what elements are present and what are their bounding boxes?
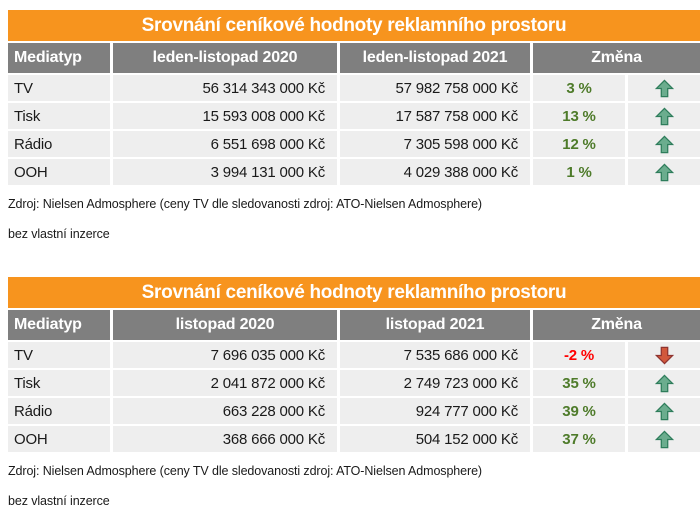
cell-mediatype: OOH [8, 159, 110, 185]
cell-value-2021: 57 982 758 000 Kč [340, 75, 530, 101]
trend-up-icon [628, 159, 700, 185]
column-header-mediatype: Mediatyp [8, 310, 110, 340]
cell-change-percent: 3 % [533, 75, 625, 101]
cell-mediatype: Rádio [8, 398, 110, 424]
column-header-period-2020: leden-listopad 2020 [113, 43, 337, 73]
cell-value-2021: 17 587 758 000 Kč [340, 103, 530, 129]
cell-value-2020: 368 666 000 Kč [113, 426, 337, 452]
cell-value-2021: 7 305 598 000 Kč [340, 131, 530, 157]
cell-change-percent: 12 % [533, 131, 625, 157]
cell-value-2020: 3 994 131 000 Kč [113, 159, 337, 185]
cell-change-percent: 13 % [533, 103, 625, 129]
column-header-period-2021: listopad 2021 [340, 310, 530, 340]
table-yearly-comparison [8, 10, 700, 241]
cell-mediatype: TV [8, 342, 110, 368]
cell-mediatype: Tisk [8, 370, 110, 396]
column-header-mediatype: Mediatyp [8, 43, 110, 73]
trend-up-icon [628, 131, 700, 157]
column-header-period-2020: listopad 2020 [113, 310, 337, 340]
trend-up-icon [628, 426, 700, 452]
source-note: Zdroj: Nielsen Admosphere (ceny TV dle sledovanosti zdroj: ATO-Nielsen Admosphere) [8, 464, 482, 478]
trend-down-icon [628, 342, 700, 368]
cell-value-2020: 2 041 872 000 Kč [113, 370, 337, 396]
cell-value-2021: 504 152 000 Kč [340, 426, 530, 452]
cell-value-2020: 15 593 008 000 Kč [113, 103, 337, 129]
cell-mediatype: OOH [8, 426, 110, 452]
cell-mediatype: TV [8, 75, 110, 101]
cell-change-percent: 1 % [533, 159, 625, 185]
cell-value-2021: 2 749 723 000 Kč [340, 370, 530, 396]
trend-up-icon [628, 75, 700, 101]
trend-up-icon [628, 398, 700, 424]
column-header-change: Změna [533, 43, 700, 73]
column-header-period-2021: leden-listopad 2021 [340, 43, 530, 73]
disclaimer-note: bez vlastní inzerce [8, 494, 110, 508]
trend-up-icon [628, 370, 700, 396]
table-monthly-comparison [8, 277, 700, 508]
table-title: Srovnání ceníkové hodnoty reklamního prostoru [8, 10, 700, 41]
table-title: Srovnání ceníkové hodnoty reklamního prostoru [8, 277, 700, 308]
cell-value-2020: 663 228 000 Kč [113, 398, 337, 424]
table-monthly-grid [8, 277, 700, 452]
cell-change-percent: -2 % [533, 342, 625, 368]
cell-change-percent: 35 % [533, 370, 625, 396]
cell-value-2020: 56 314 343 000 Kč [113, 75, 337, 101]
cell-mediatype: Tisk [8, 103, 110, 129]
cell-value-2020: 7 696 035 000 Kč [113, 342, 337, 368]
trend-up-icon [628, 103, 700, 129]
cell-value-2020: 6 551 698 000 Kč [113, 131, 337, 157]
disclaimer-note: bez vlastní inzerce [8, 227, 110, 241]
cell-change-percent: 37 % [533, 426, 625, 452]
cell-value-2021: 924 777 000 Kč [340, 398, 530, 424]
cell-value-2021: 7 535 686 000 Kč [340, 342, 530, 368]
table-yearly-grid [8, 10, 700, 185]
source-note: Zdroj: Nielsen Admosphere (ceny TV dle sledovanosti zdroj: ATO-Nielsen Admosphere) [8, 197, 482, 211]
cell-value-2021: 4 029 388 000 Kč [340, 159, 530, 185]
column-header-change: Změna [533, 310, 700, 340]
cell-mediatype: Rádio [8, 131, 110, 157]
cell-change-percent: 39 % [533, 398, 625, 424]
